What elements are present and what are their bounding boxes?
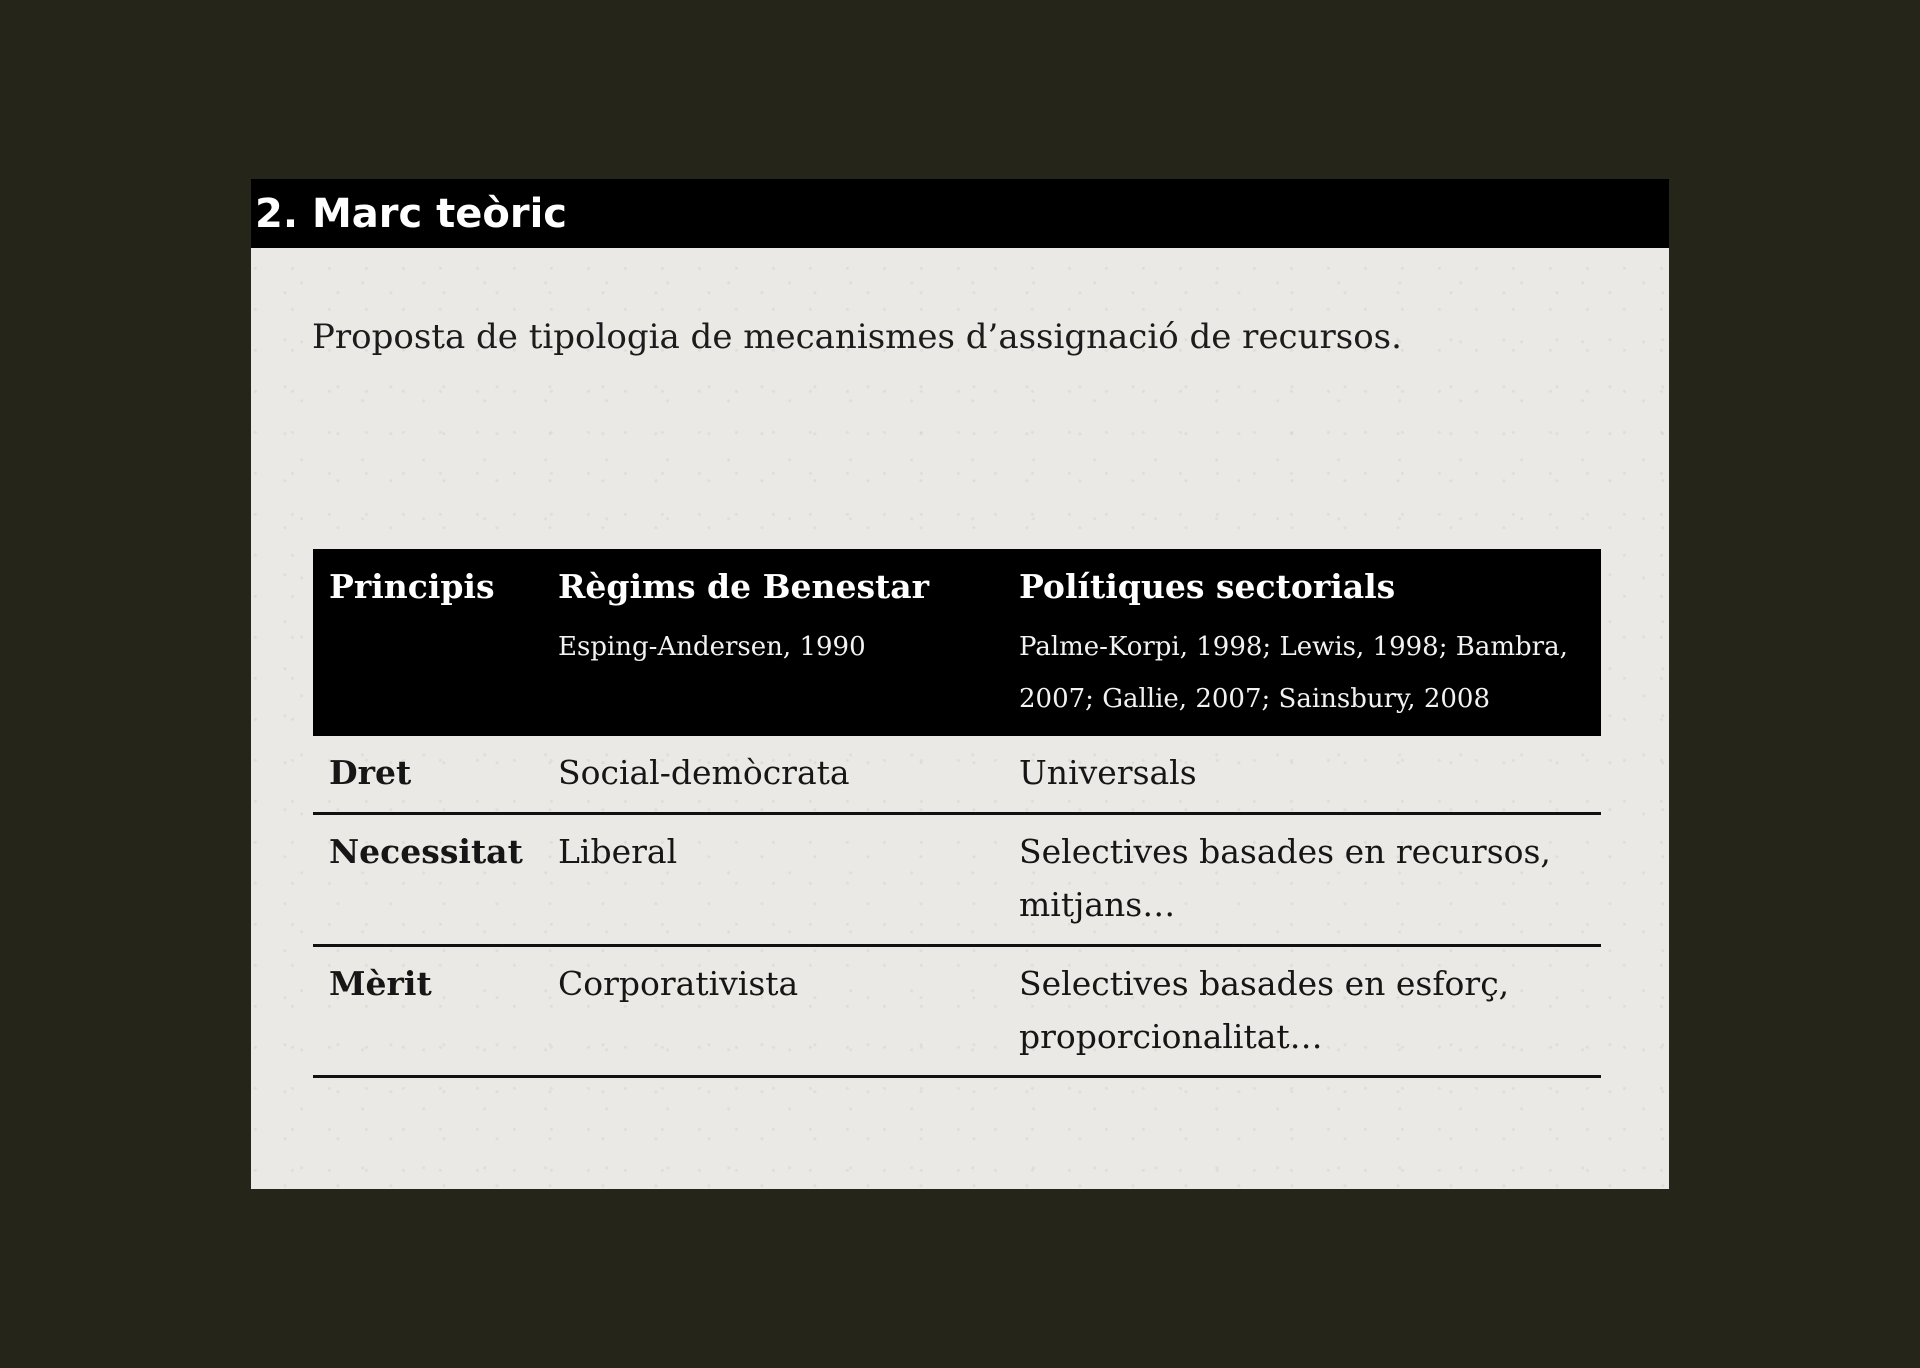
typology-table	[313, 549, 1601, 1078]
table-row	[313, 815, 1601, 947]
row-principle: Mèrit	[329, 964, 432, 1003]
table-header	[313, 549, 1601, 736]
row-regime: Social-demòcrata	[558, 753, 850, 792]
row-principle: Necessitat	[329, 832, 523, 871]
column-header-principles: Principis	[329, 567, 495, 606]
slide-title: 2. Marc teòric	[255, 191, 567, 237]
title-bar	[251, 179, 1669, 248]
slide	[251, 179, 1669, 1189]
row-policy: Selectives basades en esforç, proporcionalitat…	[1019, 964, 1510, 1056]
table-row	[313, 947, 1601, 1078]
row-regime: Corporativista	[558, 964, 799, 1003]
column-header-sectoral-policies: Polítiques sectorials	[1019, 567, 1396, 606]
column-citation-sectoral-policies: Palme-Korpi, 1998; Lewis, 1998; Bambra, 2007; Gallie, 2007; Sainsbury, 2008	[1019, 632, 1568, 714]
row-principle: Dret	[329, 753, 412, 792]
row-policy: Universals	[1019, 753, 1197, 792]
column-header-welfare-regimes: Règims de Benestar	[558, 567, 930, 606]
row-policy: Selectives basades en recursos, mitjans…	[1019, 832, 1551, 924]
slide-subtitle: Proposta de tipologia de mecanismes d’assignació de recursos.	[312, 317, 1402, 357]
table-row	[313, 736, 1601, 815]
row-regime: Liberal	[558, 832, 678, 871]
column-citation-welfare-regimes: Esping-Andersen, 1990	[558, 632, 866, 662]
